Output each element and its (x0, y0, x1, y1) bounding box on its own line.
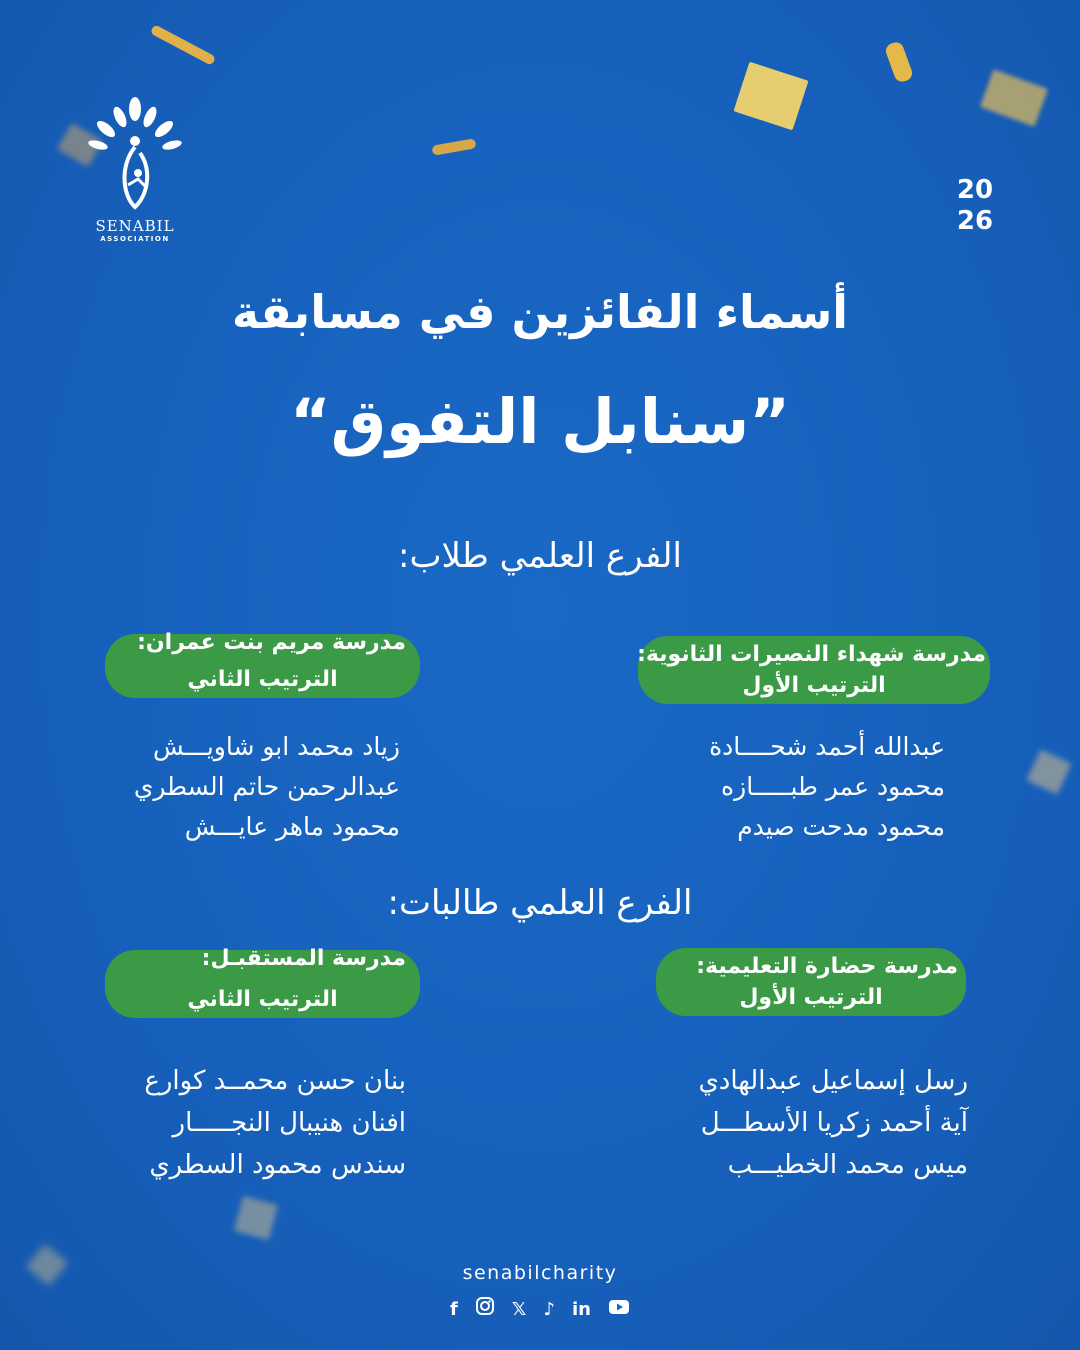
winner-name: سندس محمود السطري (149, 1150, 406, 1180)
instagram-icon[interactable] (475, 1296, 495, 1323)
school-badge-first (656, 948, 966, 1016)
confetti-decoration (150, 24, 217, 66)
wheat-logo-icon (80, 95, 190, 215)
year-bottom: 26 (956, 206, 994, 236)
winner-name: آية أحمد زكريا الأسطـــل (700, 1108, 968, 1138)
winner-name: بنان حسن محمــد كوارع (144, 1066, 406, 1096)
tiktok-icon[interactable]: ♪ (543, 1298, 555, 1320)
school-badge-second (105, 946, 420, 1018)
winner-name: عبدالله أحمد شحــــادة (709, 732, 945, 761)
winner-name: عبدالرحمن حاتم السطري (133, 772, 400, 801)
confetti-decoration (234, 1196, 278, 1240)
rank-label: الترتيب الأول (739, 985, 883, 1010)
brand-subtitle: ASSOCIATION (100, 235, 170, 243)
year-top: 20 (956, 175, 994, 205)
winner-name: زياد محمد ابو شاويـــش (153, 732, 400, 761)
winner-name: رسل إسماعيل عبدالهادي (698, 1066, 968, 1096)
brand-name: SENABIL (95, 217, 175, 235)
rank-label: الترتيب الأول (742, 673, 886, 698)
winner-name: محمود عمر طبـــــازه (721, 772, 945, 801)
social-handle[interactable]: senabilcharity (462, 1262, 618, 1284)
x-icon[interactable]: 𝕏 (511, 1298, 527, 1320)
winner-name: محمود مدحت صيدم (737, 812, 945, 841)
section-heading-male: الفرع العلمي طلاب: (398, 536, 682, 576)
winners-list (90, 727, 400, 847)
linkedin-icon[interactable]: in (571, 1298, 591, 1320)
year-badge (945, 175, 1005, 237)
school-badge-second (105, 630, 420, 698)
school-name: مدرسة حضارة التعليمية: (696, 954, 958, 979)
competition-name: ”سنابل التفوق“ (289, 385, 791, 458)
school-name: مدرسة المستقبـل: (201, 946, 406, 971)
confetti-decoration (980, 69, 1048, 126)
senabil-logo (70, 95, 200, 260)
winner-name: افنان هنيبال النجـــــار (172, 1108, 406, 1138)
winners-list (90, 1060, 406, 1186)
confetti-decoration (733, 62, 808, 131)
school-badge-first (638, 636, 990, 704)
winner-name: محمود ماهر عايـــش (184, 812, 400, 841)
confetti-decoration (1026, 749, 1071, 794)
winner-name: ميس محمد الخطيـــب (727, 1150, 968, 1180)
winners-list (640, 1060, 968, 1186)
school-name: مدرسة مريم بنت عمران: (137, 630, 406, 655)
rank-label: الترتيب الثاني (187, 667, 338, 692)
winners-list (640, 727, 945, 847)
page-title: أسماء الفائزين في مسابقة (231, 285, 849, 339)
social-links (450, 1296, 630, 1323)
section-heading-female: الفرع العلمي طالبات: (387, 883, 693, 923)
confetti-decoration (431, 138, 476, 155)
facebook-icon[interactable]: f (450, 1298, 458, 1320)
confetti-decoration (884, 40, 915, 84)
youtube-icon[interactable] (608, 1298, 630, 1322)
rank-label: الترتيب الثاني (187, 987, 338, 1012)
school-name: مدرسة شهداء النصيرات الثانوية: (637, 642, 986, 667)
